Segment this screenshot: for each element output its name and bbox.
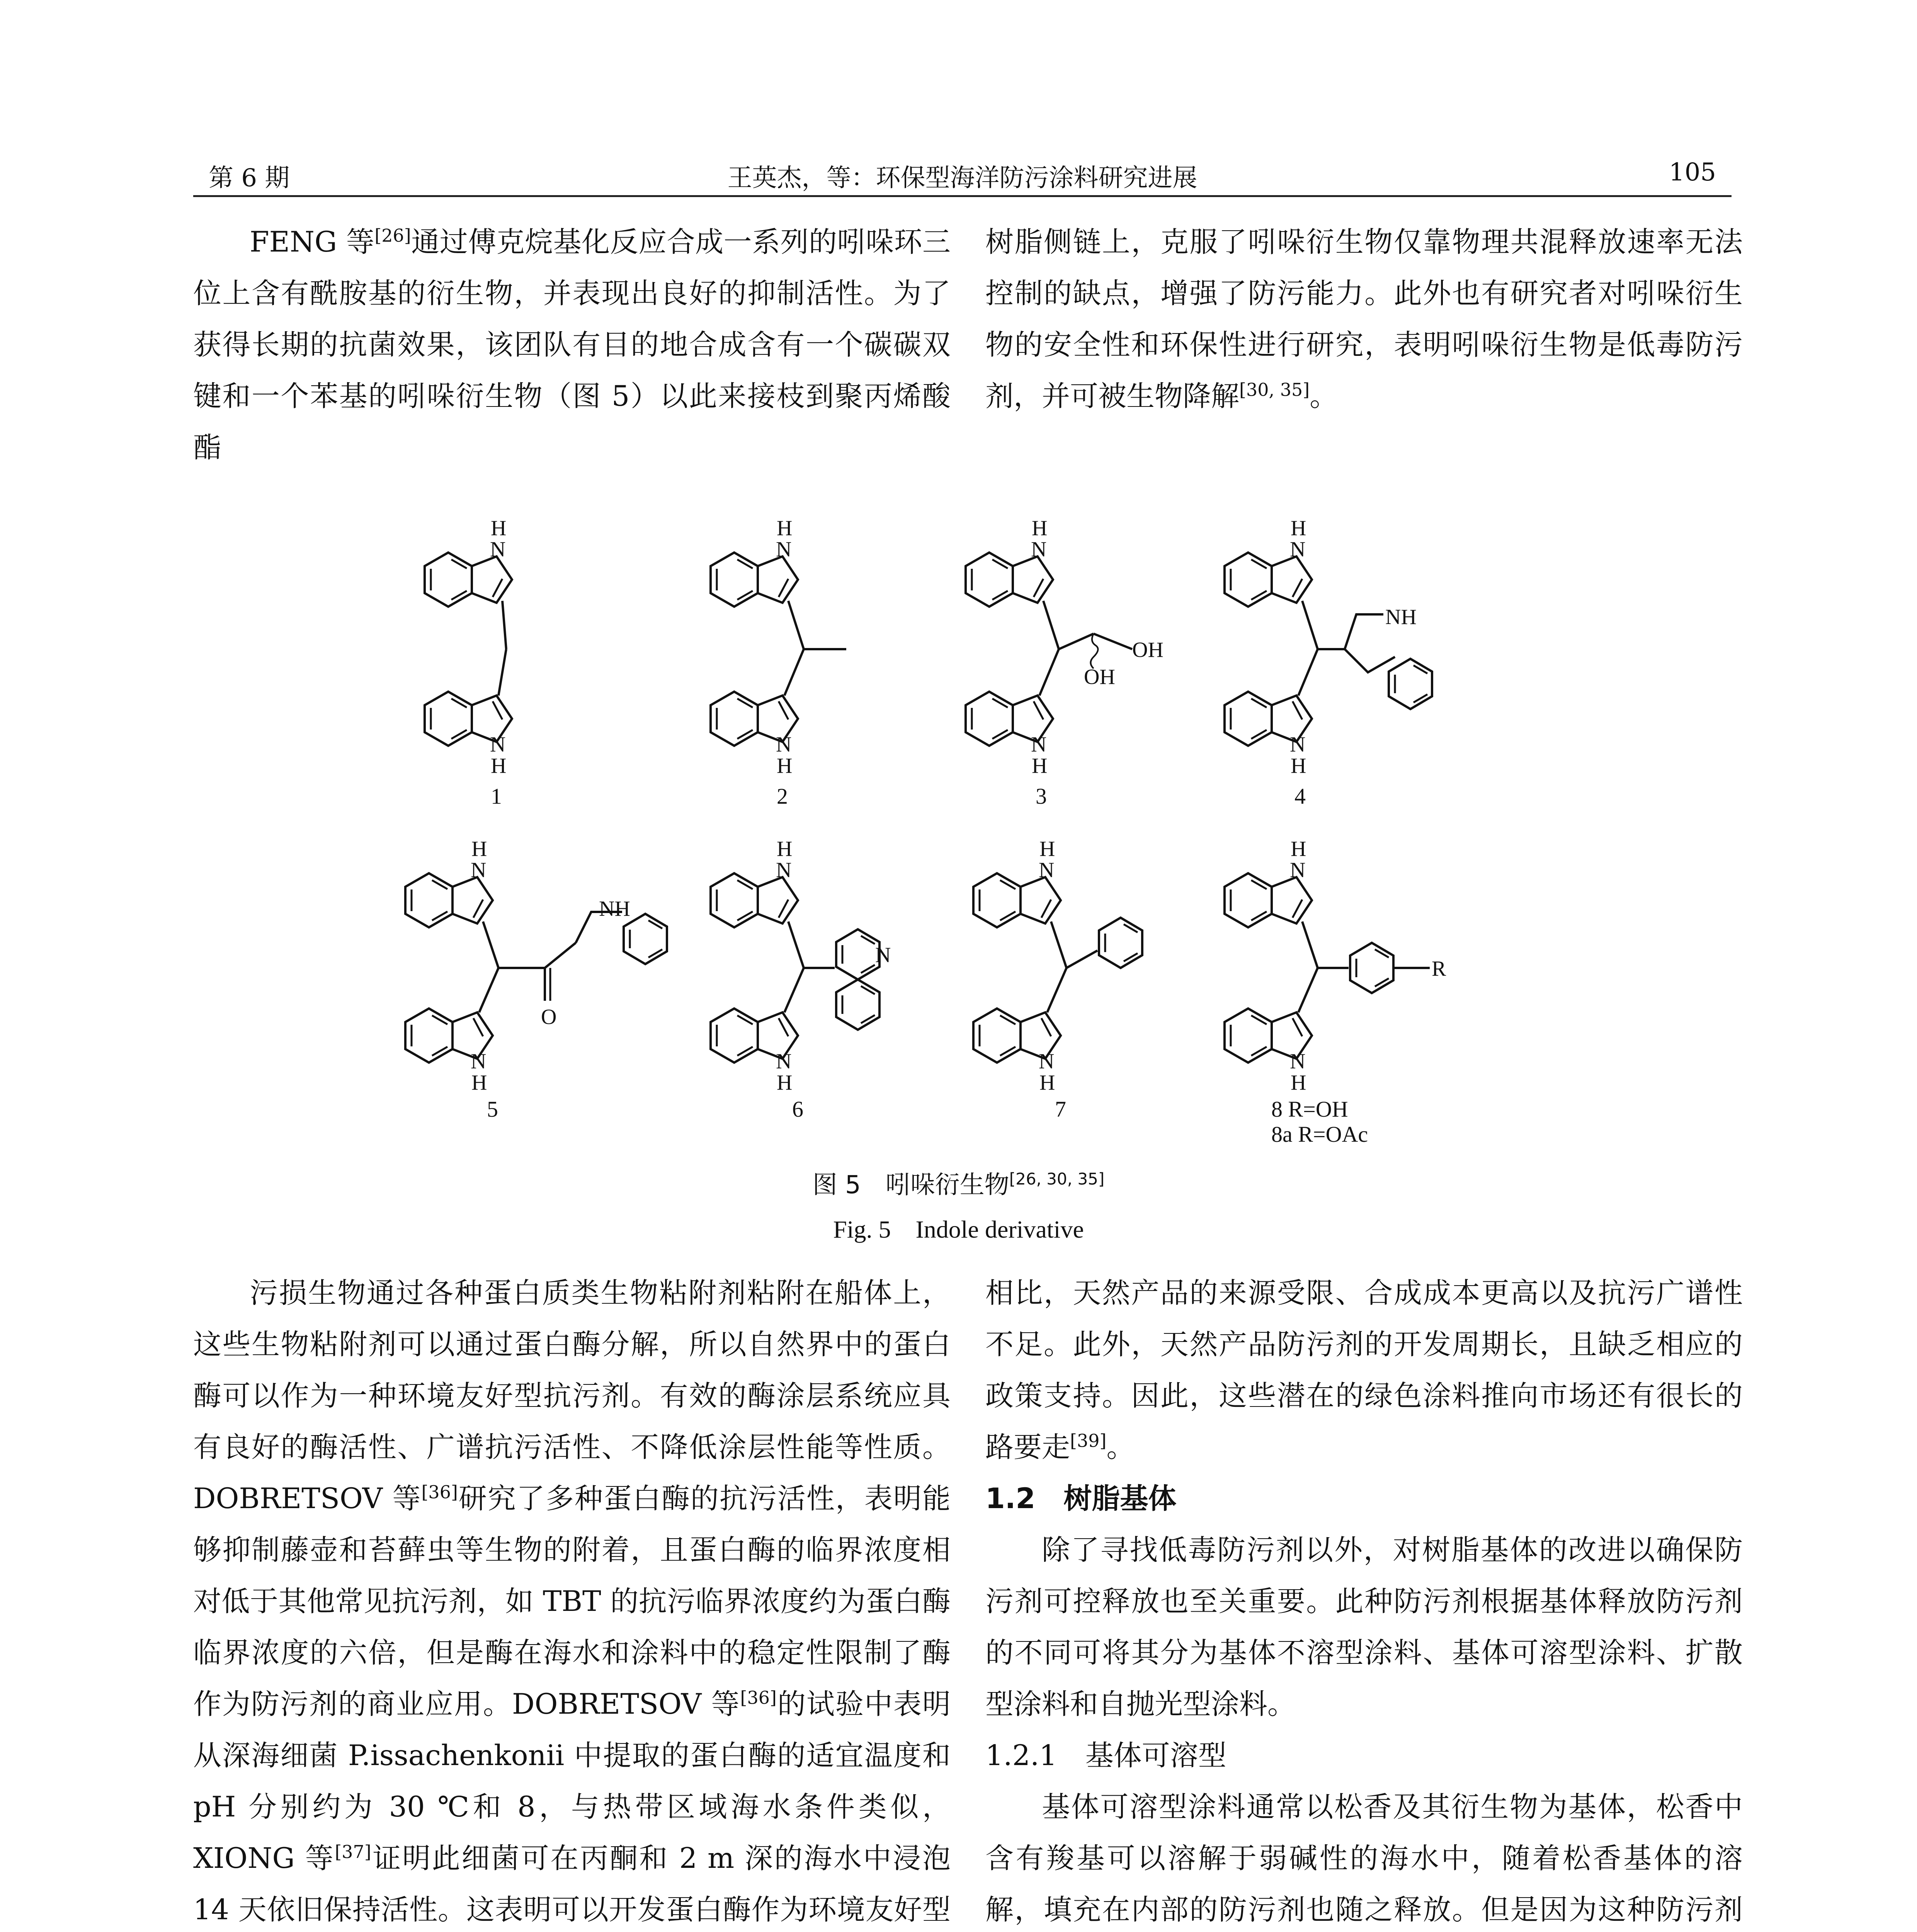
atom-label: H — [471, 837, 487, 861]
issue-number: 第 6 期 — [209, 164, 290, 192]
atom-label: H — [1039, 837, 1055, 861]
compound-number: 2 — [777, 784, 788, 809]
atom-label: N — [1031, 537, 1047, 561]
atom-label: H — [491, 516, 507, 540]
atom-label: N — [776, 1049, 792, 1073]
column-bottom-right — [985, 1267, 1743, 1932]
atom-label: OH — [1084, 665, 1115, 689]
atom-label: H — [471, 1071, 487, 1095]
citation: [26, 30, 35] — [1009, 1169, 1105, 1189]
text-run: 。 — [1310, 380, 1338, 413]
atom-label: O — [541, 1005, 557, 1029]
atom-label: N — [875, 943, 891, 967]
atom-label: N — [490, 537, 506, 561]
compound-number: 5 — [487, 1097, 498, 1122]
compound-number: 4 — [1294, 784, 1306, 809]
compound-number: 8a R=OAc — [1271, 1122, 1368, 1144]
atom-label: N — [471, 1049, 486, 1073]
text-run: 污损生物通过各种蛋白质类生物粘附剂粘附在船体上，这些生物粘附剂可以通过蛋白酶分解，所以自然界中的蛋白酶可以作为一种环境友好型抗污剂。有效的酶涂层系统应具有良好的酶活性、广谱抗污活性、不降低涂层性能等性质。DOBRETSOV 等 — [193, 1277, 951, 1515]
compound-number: 8 R=OH — [1271, 1097, 1348, 1122]
page-number: 105 — [1669, 158, 1716, 187]
compound-6-structure — [711, 837, 891, 1122]
figure-caption-en: Fig. 5 Indole derivative — [833, 1216, 1084, 1243]
paragraph — [193, 1267, 951, 1932]
text-run: 。 — [1106, 1431, 1135, 1464]
atom-label: N — [1290, 1049, 1306, 1073]
atom-label: NH — [1385, 605, 1417, 629]
compound-8-structure — [1225, 837, 1446, 1144]
paragraph — [985, 216, 1743, 422]
atom-label: H — [777, 837, 793, 861]
atom-label: H — [1032, 516, 1048, 540]
text-run: 证明此细菌可在丙酮和 2 m 深的海水中浸泡 14 天依旧保持活性。这表明可以开发蛋白酶作为环境友好型 — [193, 1842, 951, 1926]
text-run: 通过傅克烷基化反应合成一系列的吲哚环三位上含有酰胺基的衍生物，并表现出良好的抑制活性。为了获得长期的抗菌效果，该团队有目的地合成含有一个碳碳双键和一个苯基的吲哚衍生物（图 5）以此来接枝到聚丙烯酸酯 — [193, 226, 951, 464]
atom-label: N — [1039, 858, 1055, 882]
section-heading: 1.2 树脂基体 — [985, 1482, 1177, 1515]
atom-label: H — [1291, 1071, 1306, 1095]
text-run: 的试验中表明从深海细菌 P.issachenkonii 中提取的蛋白酶的适宜温度和 pH 分别约为 30 ℃和 8，与热带区域海水条件类似，XIONG 等 — [193, 1688, 951, 1875]
running-title: 王英杰，等：环保型海洋防污涂料研究进展 — [727, 164, 1197, 192]
compound-number: 7 — [1055, 1097, 1066, 1122]
atom-label: N — [776, 537, 792, 561]
text-run: 研究了多种蛋白酶的抗污活性，表明能够抑制藤壶和苔藓虫等生物的附着，且蛋白酶的临界浓度相对低于其他常见抗污剂，如 TBT 的抗污临界浓度约为蛋白酶临界浓度的六倍，但是酶在海水和涂料中的稳定性限制了酶作为防污剂的商业应用。DOBRETSOV 等 — [193, 1482, 951, 1721]
compound-number: 3 — [1036, 784, 1047, 809]
text-run: 树脂侧链上，克服了吲哚衍生物仅靠物理共混释放速率无法控制的缺点，增强了防污能力。此外也有研究者对吲哚衍生物的安全性和环保性进行研究，表明吲哚衍生物是低毒防污剂，并可被生物降解 — [985, 226, 1743, 413]
atom-label: H — [777, 754, 793, 778]
citation: [26] — [374, 225, 411, 246]
column-top-right — [985, 216, 1743, 529]
compound-number: 1 — [491, 784, 502, 809]
subsection-heading: 1.2.1 基体可溶型 — [985, 1739, 1226, 1772]
atom-label: H — [777, 1071, 793, 1095]
atom-label: NH — [599, 897, 630, 921]
atom-label: H — [1032, 754, 1048, 778]
compound-5-structure — [405, 837, 667, 1122]
atom-label: H — [1291, 516, 1306, 540]
atom-label: N — [1290, 733, 1306, 757]
atom-label: N — [1290, 858, 1306, 882]
atom-label: R — [1432, 957, 1446, 981]
citation: [30, 35] — [1239, 379, 1310, 400]
column-top-left — [193, 216, 951, 529]
atom-label: N — [776, 858, 792, 882]
paragraph: 基体可溶型涂料通常以松香及其衍生物为基体，松香中含有羧基可以溶解于弱碱性的海水中，随着松香基体的溶解，填充在内部的防污剂也随之释放。但是因为这种防污剂 — [985, 1791, 1743, 1926]
atom-label: H — [1291, 837, 1306, 861]
atom-label: OH — [1132, 638, 1163, 662]
text-run: 相比，天然产品的来源受限、合成成本更高以及抗污广谱性不足。此外，天然产品防污剂的开发周期长，且缺乏相应的政策支持。因此，这些潜在的绿色涂料推向市场还有很长的路要走 — [985, 1277, 1743, 1464]
paragraph — [985, 1267, 1743, 1473]
compound-number: 6 — [792, 1097, 803, 1122]
citation: [36] — [421, 1481, 458, 1503]
compound-3-structure — [966, 516, 1163, 809]
citation: [37] — [335, 1841, 371, 1862]
caption-text: 图 5 吲哚衍生物 — [812, 1171, 1009, 1199]
atom-label: N — [471, 858, 486, 882]
paragraph — [193, 216, 951, 473]
atom-label: H — [777, 516, 793, 540]
citation: [39] — [1070, 1430, 1107, 1451]
atom-label: N — [1031, 733, 1047, 757]
citation: [36] — [740, 1687, 777, 1708]
atom-label: H — [1039, 1071, 1055, 1095]
compound-2-structure — [711, 516, 846, 809]
compound-1-structure — [425, 516, 512, 809]
figure-caption-cn — [0, 1165, 1917, 1201]
text-run: FENG 等 — [250, 226, 375, 259]
column-bottom-left — [193, 1267, 951, 1932]
running-header — [193, 153, 1732, 197]
atom-label: H — [491, 754, 507, 778]
compound-4-structure — [1225, 516, 1432, 809]
atom-label: N — [490, 733, 506, 757]
figure-indole-derivatives — [379, 502, 1538, 1144]
paragraph: 除了寻找低毒防污剂以外，对树脂基体的改进以确保防污剂可控释放也至关重要。此种防污剂根据基体释放防污剂的不同可将其分为基体不溶型涂料、基体可溶型涂料、扩散型涂料和自抛光型涂料。 — [985, 1534, 1743, 1721]
atom-label: N — [1039, 1049, 1055, 1073]
atom-label: N — [776, 733, 792, 757]
atom-label: H — [1291, 754, 1306, 778]
compound-7-structure — [973, 837, 1142, 1122]
atom-label: N — [1290, 537, 1306, 561]
